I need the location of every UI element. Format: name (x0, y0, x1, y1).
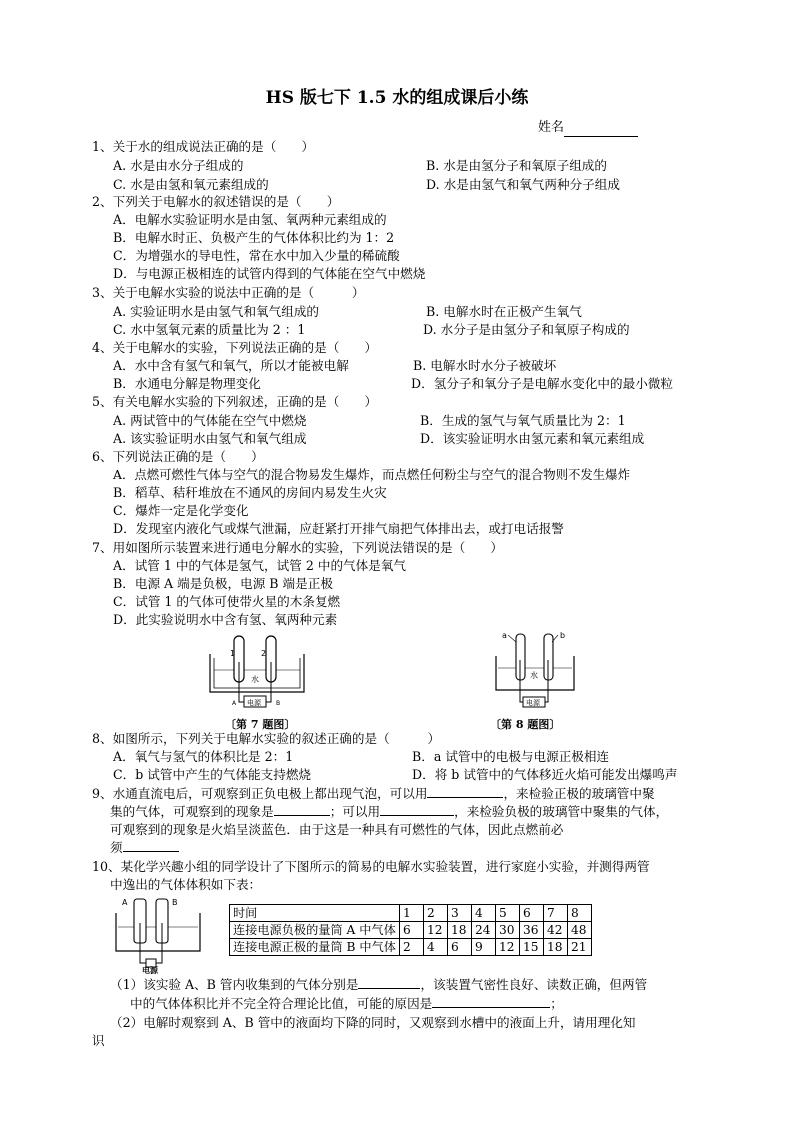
table-header-cell: 2 (423, 905, 447, 922)
table-cell: 15 (519, 939, 543, 956)
q4-stem: 4、关于电解水的实验，下列说法正确的是（ ） (92, 340, 378, 355)
q6-option-c: C．爆炸一定是化学变化 (113, 503, 249, 518)
fig7-power-label: 电源 (247, 699, 261, 707)
fig7-tube-1-label: 1 (230, 649, 236, 658)
q10-part-1-line-2 (130, 995, 563, 1012)
q10-line-1: 10、某化学兴趣小组的同学设计了下图所示的简易的电解水实验装置，进行家庭小实验，并测得两管 (92, 859, 650, 874)
table-row-label: 连接电源正极的量筒 B 中气体 (230, 939, 400, 956)
q9-blank-4[interactable] (123, 839, 179, 852)
table-header-label: 时间 (230, 905, 400, 922)
q8-option-c: C．b 试管中产生的气体能支持燃烧 (113, 767, 312, 782)
q6-option-b: B．稻草、秸秆堆放在不通风的房间内易发生火灾 (113, 485, 387, 500)
q1-option-c: C. 水是由氢和氧元素组成的 (113, 177, 269, 192)
q10-part-1-line-1 (110, 976, 647, 993)
fig8-tube-b-label: b (560, 631, 566, 640)
table-header-cell: 3 (447, 905, 471, 922)
name-field (538, 119, 638, 137)
q10-p1-text-b: ，该装置气密性良好、读数正确，但两管 (420, 977, 648, 992)
table-header-row (230, 905, 592, 922)
fig8-caption: 〔第 8 题图〕 (490, 718, 561, 731)
q10-part-2-line-2: 识 (92, 1033, 105, 1048)
q10-part-2-line-1: （2）电解时观察到 A、B 管中的液面均下降的同时，又观察到水槽中的液面上升，请用理化知 (110, 1015, 636, 1030)
q5-option-c: A. 该实验证明水由氢气和氧气组成 (113, 431, 307, 446)
q9-text-1b: ，来检验正极的玻璃管中聚 (503, 786, 655, 801)
name-label: 姓名 (538, 120, 565, 135)
q10-line-2: 中逸出的气体体积如下表： (110, 877, 262, 892)
q2-option-c: C．为增强水的导电性，常在水中加入少量的稀硫酸 (113, 248, 400, 263)
q1-option-b: B. 水是由氢分子和氧原子组成的 (426, 158, 607, 173)
q10-p1-text-a: （1）该实验 A、B 管内收集到的气体分别是 (110, 977, 359, 992)
table-cell: 2 (399, 939, 423, 956)
q10-fig-label-a: A (122, 898, 128, 907)
table-cell: 9 (471, 939, 495, 956)
q10-fig-power-label: 电源 (142, 966, 158, 975)
q9-line-1 (92, 785, 655, 802)
table-cell: 18 (543, 939, 567, 956)
table-row (230, 939, 592, 956)
table-cell: 21 (567, 939, 591, 956)
table-cell: 6 (399, 922, 423, 939)
q7-option-a: A．试管 1 中的气体是氢气，试管 2 中的气体是氧气 (113, 558, 407, 573)
gas-volume-table (229, 904, 592, 956)
table-cell: 12 (423, 922, 447, 939)
table-cell: 6 (447, 939, 471, 956)
q9-line-3: 可观察到的现象是火焰呈淡蓝色．由于这是一种具有可燃性的气体，因此点燃前必 (110, 822, 564, 837)
q1-option-d: D. 水是由氢气和氧气两种分子组成 (426, 177, 620, 192)
table-cell: 36 (519, 922, 543, 939)
q9-blank-2[interactable] (274, 803, 330, 816)
q9-text-2c: ，来检验负极的玻璃管中聚集的气体， (454, 804, 669, 819)
q9-blank-3[interactable] (380, 803, 454, 816)
q4-option-a: A．水中含有氢气和氧气，所以才能被电解 (113, 358, 349, 373)
table-cell: 12 (495, 939, 519, 956)
q6-option-a: A．点燃可燃性气体与空气的混合物易发生爆炸，而点燃任何粉尘与空气的混合物则不发生爆炸 (113, 467, 630, 482)
q9-text-2a: 集的气体，可观察到的现象是 (110, 804, 274, 819)
q2-option-b: B．电解水时正、负极产生的气体体积比约为 1：2 (113, 230, 395, 245)
q10-fig-label-b: B (172, 898, 178, 907)
q8-stem: 8、如图所示，下列关于电解水实验的叙述正确的是（ ） (92, 731, 441, 746)
table-row (230, 922, 592, 939)
q8-option-d: D．将 b 试管中的气体移近火焰可能发出爆鸣声 (412, 767, 678, 782)
page-title: HS 版七下 1.5 水的组成课后小练 (265, 88, 529, 108)
table-header-cell: 7 (543, 905, 567, 922)
q7-option-d: D．此实验说明水中含有氢、氧两种元素 (113, 612, 338, 627)
q9-text-1a: 9、水通直流电后，可观察到正负电极上都出现气泡，可以用 (92, 786, 428, 801)
fig8-electrolysis-apparatus (490, 630, 580, 712)
fig8-water-label: 水 (530, 671, 538, 680)
fig7-end-b: B (276, 700, 281, 707)
q9-line-4 (110, 839, 179, 856)
table-header-cell: 4 (471, 905, 495, 922)
table-cell: 30 (495, 922, 519, 939)
q6-stem: 6、下列说法正确的是（ ） (92, 449, 264, 464)
q3-option-d: D. 水分子是由氢分子和氧原子构成的 (423, 322, 630, 337)
q10-blank-2[interactable] (432, 995, 550, 1008)
q2-option-d: D．与电源正极相连的试管内得到的气体能在空气中燃烧 (113, 266, 426, 281)
table-cell: 48 (567, 922, 591, 939)
table-header-cell: 5 (495, 905, 519, 922)
q5-option-a: A. 两试管中的气体能在空气中燃烧 (113, 413, 307, 428)
q3-option-c: C. 水中氢氧元素的质量比为 2 ：1 (113, 322, 306, 337)
q2-stem: 2、下列关于电解水的叙述错误的是（ ） (92, 194, 340, 209)
q9-text-2b: ；可以用 (329, 804, 381, 819)
table-cell: 4 (423, 939, 447, 956)
table-cell: 18 (447, 922, 471, 939)
q4-option-c: B．水通电分解是物理变化 (113, 376, 261, 391)
q8-option-a: A．氧气与氢气的体积比是 2：1 (113, 749, 294, 764)
q7-option-c: C．试管 1 的气体可使带火星的木条复燃 (113, 594, 341, 609)
q1-option-a: A. 水是由水分子组成的 (113, 158, 244, 173)
q9-blank-1[interactable] (427, 785, 503, 798)
table-cell: 42 (543, 922, 567, 939)
q10-blank-1[interactable] (358, 976, 420, 989)
fig7-end-a: A (232, 700, 237, 707)
q6-option-d: D．发现室内液化气或煤气泄漏，应赶紧打开排气扇把气体排出去，或打电话报警 (113, 521, 564, 536)
q9-line-2 (110, 803, 668, 820)
table-row-label: 连接电源负极的量筒 A 中气体 (230, 922, 400, 939)
fig8-tube-a-label: a (502, 631, 507, 640)
q10-p1-text-c: 中的气体体积比并不完全符合理论比值，可能的原因是 (130, 996, 433, 1011)
fig7-water-label: 水 (251, 675, 259, 684)
q3-option-a: A. 实验证明水是由氢气和氧气组成的 (113, 304, 320, 319)
table-header-cell: 8 (567, 905, 591, 922)
q9-text-4: 须 (110, 840, 123, 855)
q4-option-d: D．氢分子和氧分子是电解水变化中的最小微粒 (411, 376, 673, 391)
fig7-caption: 〔第 7 题图〕 (225, 718, 296, 731)
fig7-electrolysis-apparatus (204, 632, 312, 712)
fig7-tube-2-label: 2 (261, 649, 267, 658)
q5-stem: 5、有关电解水实验的下列叙述，正确的是（ ） (92, 394, 378, 409)
q7-stem: 7、用如图所示装置来进行通电分解水的实验，下列说法错误的是（ ） (92, 540, 504, 555)
fig8-power-label: 电源 (526, 699, 540, 707)
q8-option-b: B．a 试管中的电极与电源正极相连 (412, 749, 610, 764)
q3-stem: 3、关于电解水实验的说法中正确的是（ ） (92, 285, 365, 300)
q10-apparatus-figure (108, 893, 208, 975)
q10-p1-text-d: ； (550, 996, 563, 1011)
q7-option-b: B．电源 A 端是负极，电源 B 端是正极 (113, 576, 333, 591)
q5-option-b: B．生成的氢气与氧气质量比为 2：1 (420, 413, 626, 428)
name-blank[interactable] (564, 123, 638, 137)
table-header-cell: 6 (519, 905, 543, 922)
table-header-cell: 1 (399, 905, 423, 922)
table-cell: 24 (471, 922, 495, 939)
q5-option-d: D．该实验证明水由氢元素和氧元素组成 (420, 431, 645, 446)
q2-option-a: A．电解水实验证明水是由氢、氧两种元素组成的 (113, 212, 387, 227)
q4-option-b: B. 电解水时水分子被破坏 (413, 358, 557, 373)
q1-stem: 1、关于水的组成说法正确的是（ ） (92, 139, 315, 154)
q3-option-b: B. 电解水时在正极产生氧气 (426, 304, 582, 319)
